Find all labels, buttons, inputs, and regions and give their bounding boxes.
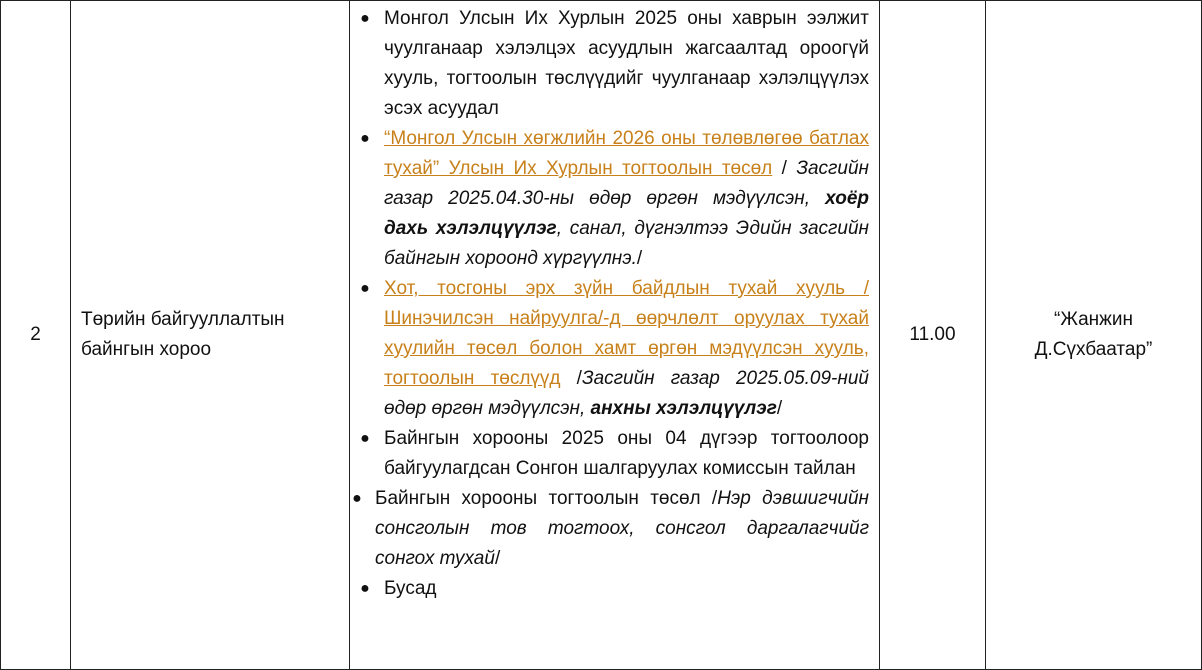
separator: / <box>636 248 643 269</box>
list-item <box>350 424 879 484</box>
item-note-bold: анхны хэлэлцүүлэг <box>590 398 777 419</box>
list-item <box>350 574 879 604</box>
bullet-icon: ● <box>360 130 370 147</box>
row-number: 2 <box>1 1 71 670</box>
item-note: Нэр дэвшигчийн сонсголын тов тогтоох, сонсгол даргалагчийг сонгох тухай <box>375 488 869 569</box>
separator: / <box>776 398 783 419</box>
bill-link-city-village-law[interactable]: Хот, тосгоны эрх зүйн байдлын тухай хууль / Шинэчилсэн найруулга/-д өөрчлөлт оруулах тухай хуулийн төсөл болон хамт өргөн мэдүүлсэн хууль, тогтоолын төслүүд <box>384 278 869 389</box>
bill-link-development-plan[interactable]: “Монгол Улсын хөгжлийн 2026 оны төлөвлөгөө батлах тухай” Улсын Их Хурлын тогтоолын төсөл <box>384 128 869 179</box>
bullet-icon: ● <box>360 580 370 597</box>
bullet-icon: ● <box>360 280 370 297</box>
agenda-list <box>350 1 879 604</box>
bullet-icon: ● <box>352 490 362 507</box>
item-text: Байнгын хорооны тогтоолын төсөл / <box>375 488 718 509</box>
item-note: Засгийн газар 2025.04.30-ны өдөр өргөн мэдүүлсэн, <box>384 158 870 209</box>
item-text: Бусад <box>384 578 437 599</box>
meeting-time: 11.00 <box>880 1 986 670</box>
committee-name: Төрийн байгууллалтын байнгын хороо <box>71 1 350 670</box>
location-text: “Жанжин Д.Сүхбаатар” <box>1034 309 1153 360</box>
table-row <box>1 1 1202 670</box>
list-item <box>350 124 879 274</box>
separator: / <box>772 158 787 179</box>
bullet-icon: ● <box>360 430 370 447</box>
item-note: Засгийн газар 2025.05.09-ний өдөр өргөн мэдүүлсэн, <box>384 368 869 419</box>
list-item <box>350 274 879 424</box>
meeting-location <box>986 1 1202 670</box>
bullet-icon: ● <box>360 10 370 27</box>
list-item <box>350 484 879 574</box>
separator: / <box>494 548 501 569</box>
item-text: Байнгын хорооны 2025 оны 04 дүгээр тогтоолоор байгуулагдсан Сонгон шалгаруулах комиссын тайлан <box>384 428 869 479</box>
item-note-bold: хоёр дахь хэлэлцүүлэг <box>384 188 869 239</box>
separator: / <box>560 368 582 389</box>
item-text: Монгол Улсын Их Хурлын 2025 оны хаврын ээлжит чуулганаар хэлэлцэх асуудлын жагсаалтад ороогүй хууль, тогтоолын төслүүдийг чуулганаар хэлэлцүүлэх эсэх асуудал <box>384 8 869 119</box>
item-note: , санал, дүгнэлтээ Эдийн засгийн байнгын хороонд хүргүүлнэ. <box>384 218 869 269</box>
list-item <box>350 4 879 124</box>
agenda-items-cell <box>350 1 880 670</box>
